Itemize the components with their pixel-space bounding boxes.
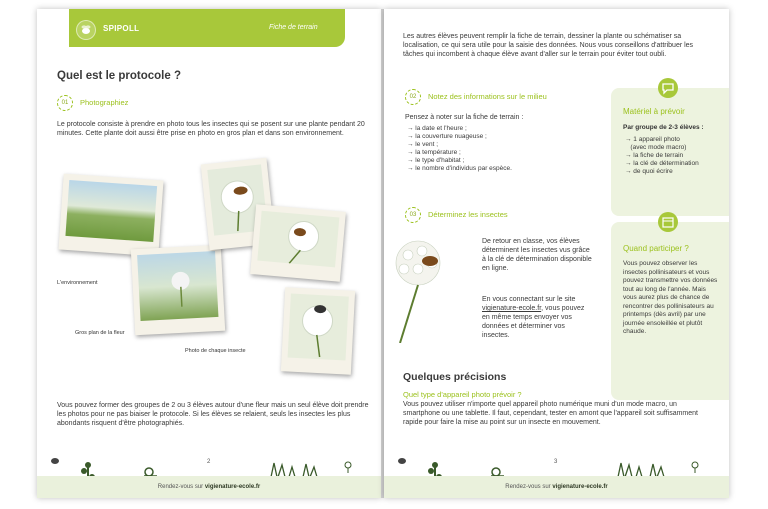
footer-prefix: Rendez-vous sur xyxy=(157,484,205,490)
list-item: → le nombre d'individus par espèce. xyxy=(407,165,512,172)
section-title: Quelques précisions xyxy=(403,371,507,383)
step-text: Le protocole consiste à prendre en photo tous les insectes qui se posent sur une plante pendant 20 minutes. Cette plante doit aussi être prise en photo en gros plan et dans son environnement. xyxy=(57,121,365,137)
footer xyxy=(384,476,729,498)
bee-icon xyxy=(49,455,61,465)
bee-icon xyxy=(76,20,96,40)
question-text: Vous pouvez utiliser n'importe quel appareil photo numérique muni d'un mode macro, un smartphone ou une tablette. Il faut, cependant, tester en amont que l'appareil soit suffisamment rapide pour faire la mise au point sur un insecte en mouvement. xyxy=(403,401,698,426)
caption-environment: L'environnement xyxy=(57,280,98,286)
card-title: Matériel à prévoir xyxy=(623,107,685,116)
when-card xyxy=(611,222,729,400)
header-subtitle: Fiche de terrain xyxy=(269,24,318,31)
step-number: 01 xyxy=(57,95,73,111)
footer-site-link[interactable]: vigienature-ecole.fr xyxy=(552,484,608,490)
insect-photo-2 xyxy=(250,204,346,282)
list-item: (avec mode macro) xyxy=(625,144,687,151)
environment-photo xyxy=(58,174,163,257)
list-item: → 1 appareil photo xyxy=(625,136,680,143)
footer xyxy=(37,476,381,498)
list-item: → la fiche de terrain xyxy=(625,152,684,159)
site-link[interactable]: vigienature-ecole.fr xyxy=(482,305,542,312)
chat-icon xyxy=(658,78,678,98)
list-item: → la température ; xyxy=(407,149,461,156)
right-page xyxy=(384,9,729,498)
grass-icon xyxy=(616,461,676,477)
step-title: Déterminez les insectes xyxy=(428,210,508,219)
calendar-icon xyxy=(658,212,678,232)
page-number: 2 xyxy=(207,459,211,465)
page-title: Quel est le protocole ? xyxy=(57,70,181,82)
card-lead: Par groupe de 2-3 élèves : xyxy=(623,124,704,131)
flower-photo xyxy=(131,245,225,336)
insect-photo-3 xyxy=(281,287,355,375)
list-item: → la clé de détermination xyxy=(625,160,699,167)
grass-icon xyxy=(269,461,329,477)
intro-text: Les autres élèves peuvent remplir la fiche de terrain, dessiner la plante ou schématiser sa localisation, ce qui sera utile pour la saisie des données. Nous vous conseillons d'attribuer les tâches qui incombent à chaque élève avant d'aller sur le terrain pour éviter tout oubli. xyxy=(403,33,694,58)
step2-lead: Pensez à noter sur la fiche de terrain : xyxy=(405,114,524,121)
step3-paragraph-1: De retour en classe, vos élèves déterminent les insectes vus grâce à la clé de détermination disponible en ligne. xyxy=(482,238,592,272)
bottom-text: Vous pouvez former des groupes de 2 ou 3 élèves autour d'une fleur mais un seul élève doit prendre les photos pour ne pas biaiser le protocole. Si les élèves se relaient, seuls les insectes les plus abondants risquent d'être photographiés. xyxy=(57,402,369,427)
flower-illustration xyxy=(388,233,458,343)
left-page xyxy=(37,9,381,498)
card-list xyxy=(625,136,699,176)
footer-site-link[interactable]: vigienature-ecole.fr xyxy=(204,484,261,490)
card-text: Vous pouvez observer les insectes pollinisateurs et vous pouvez transmettre vos données tout au long de l'année. Mais vous aurez plus de chance de rencontrer des pollinisateurs au printemps (dès avril) par une journée ensoleillée et plutôt chaude. xyxy=(623,260,718,335)
bee-icon xyxy=(396,455,408,465)
flower-icon xyxy=(343,461,353,473)
flower-icon xyxy=(690,461,700,473)
list-item: → le type d'habitat ; xyxy=(407,157,465,164)
header-banner xyxy=(69,9,345,47)
material-card xyxy=(611,88,729,216)
list-item: → la couverture nuageuse ; xyxy=(407,133,487,140)
list-item: → le vent ; xyxy=(407,141,439,148)
step3-paragraph-2: En vous connectant sur le site vigienature-ecole.fr, vous pouvez en même temps envoyer vos données et déterminer vos insectes. xyxy=(482,296,585,339)
step-title: Photographiez xyxy=(80,98,129,107)
page-number: 3 xyxy=(554,459,558,465)
step-number: 03 xyxy=(405,207,421,223)
step-number: 02 xyxy=(405,89,421,105)
caption-flower: Gros plan de la fleur xyxy=(75,330,125,336)
list-item: → de quoi écrire xyxy=(625,168,673,175)
step2-list xyxy=(407,125,512,173)
caption-insect: Photo de chaque insecte xyxy=(185,348,246,354)
step-title: Notez des informations sur le milieu xyxy=(428,92,547,101)
list-item: → la date et l'heure ; xyxy=(407,125,467,132)
footer-prefix: Rendez-vous sur xyxy=(505,484,553,490)
header-brand: SPIPOLL xyxy=(103,24,140,33)
question-title: Quel type d'appareil photo prévoir ? xyxy=(403,390,522,399)
card-title: Quand participer ? xyxy=(623,244,689,253)
